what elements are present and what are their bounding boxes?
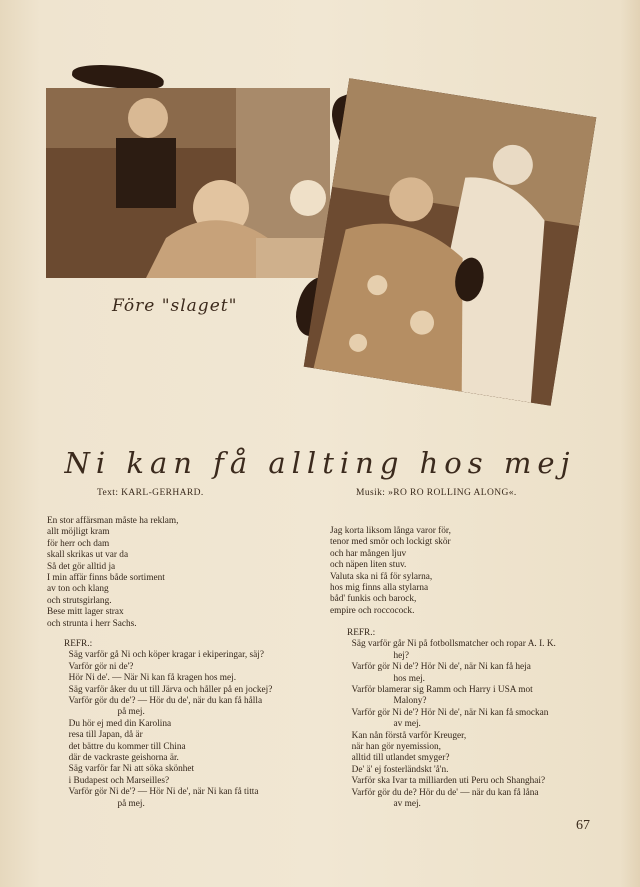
refrain-line: De' ä' ej fosterländskt 'å'n. xyxy=(347,764,449,775)
verse-line: och strutsgirlang. xyxy=(47,595,112,606)
verse-line: I min affär finns både sortiment xyxy=(47,573,165,584)
left-verse xyxy=(47,516,179,630)
photo-caption: Före "slaget" xyxy=(112,296,238,316)
refrain-line: REFR.: xyxy=(347,628,376,638)
refrain-line: Säg varför gå Ni och köper kragar i ekiperingar, säj? xyxy=(64,650,264,661)
refrain-line: av mej. xyxy=(347,719,421,730)
refrain-line: resa till Japan, då är xyxy=(64,730,143,741)
photo-makeup-man xyxy=(46,88,330,278)
lyrics-credit: Text: KARL-GERHARD. xyxy=(97,488,204,498)
refrain-line: på mej. xyxy=(64,707,145,718)
refrain-line: alltid till utlandet smyger? xyxy=(347,753,450,764)
right-refrain xyxy=(347,628,556,811)
verse-line: empire och roccocock. xyxy=(330,605,415,616)
verse-line: båd' funkis och barock, xyxy=(330,594,417,605)
verse-line: skall skrikas ut var da xyxy=(47,550,129,561)
refrain-line: Varför gör Ni de'? — Hör Ni de', när Ni kan få titta xyxy=(64,787,259,798)
verse-line: Valuta ska ni få för sylarna, xyxy=(330,571,433,582)
verse-line: av ton och klang xyxy=(47,584,109,595)
refrain-line: hos mej. xyxy=(347,673,425,684)
refrain-line: Varför gör ni de'? xyxy=(64,661,134,672)
refrain-line: Varför ska Ivar ta milliarden uti Peru och Shanghai? xyxy=(347,776,546,787)
refrain-line: Säg varför går Ni på fotbollsmatcher och ropar A. I. K. xyxy=(347,639,556,650)
verse-line: En stor affärsman måste ha reklam, xyxy=(47,516,179,526)
music-credit: Musik: »RO RO ROLLING ALONG«. xyxy=(356,488,517,498)
refrain-line: Säg varför åker du ut till Järva och håller på en jockej? xyxy=(64,684,273,695)
refrain-line: där de vackraste geishorna är. xyxy=(64,753,179,764)
photo-makeup-woman xyxy=(304,78,597,406)
refrain-line: hej? xyxy=(347,650,409,661)
verse-line: och strunta i herr Sachs. xyxy=(47,618,137,629)
refrain-line: Kan nån förstå varför Kreuger, xyxy=(347,730,467,741)
verse-line: tenor med smör och lockigt skör xyxy=(330,537,451,548)
refrain-line: av mej. xyxy=(347,799,421,810)
refrain-line: i Budapest och Marseilles? xyxy=(64,775,170,786)
refrain-line: när han gör nyemission, xyxy=(347,742,441,753)
refrain-line: Malony? xyxy=(347,696,427,707)
refrain-line: Säg varför far Ni att söka skönhet xyxy=(64,764,195,775)
right-verse xyxy=(330,526,451,617)
verse-line: Bese mitt lager strax xyxy=(47,607,124,618)
verse-line: hos mig finns alla stylarna xyxy=(330,583,429,594)
verse-line: Så det gör alltid ja xyxy=(47,561,116,572)
left-refrain xyxy=(64,639,272,810)
page-number: 67 xyxy=(576,818,590,833)
verse-line: och näpen liten stuv. xyxy=(330,560,407,571)
refrain-line: Varför blamerar sig Ramm och Harry i USA mot xyxy=(347,685,533,696)
refrain-line: Varför gör Ni de'? Hör Ni de', när Ni kan få smockan xyxy=(347,707,549,718)
refrain-line: Varför gör du de? Hör du de' — när du kan få låna xyxy=(347,787,539,798)
verse-line: allt möjligt kram xyxy=(47,527,110,538)
refrain-line: det bättre du kommer till China xyxy=(64,741,186,752)
verse-line: för herr och dam xyxy=(47,538,110,549)
song-title: Ni kan få allting hos mej xyxy=(64,446,576,480)
refrain-line: Varför gör du de'? — Hör du de', när du kan få hålla xyxy=(64,696,263,707)
refrain-line: Du hör ej med din Karolina xyxy=(64,718,172,729)
refrain-line: Varför gör Ni de'? Hör Ni de', när Ni kan få heja xyxy=(347,662,531,673)
refrain-line: på mej. xyxy=(64,798,145,809)
refrain-line: Hör Ni de'. — När Ni kan få kragen hos mej. xyxy=(64,673,237,684)
verse-line: Jag korta liksom långa varor för, xyxy=(330,526,451,536)
refrain-line: REFR.: xyxy=(64,639,93,649)
verse-line: och har mången ljuv xyxy=(330,548,407,559)
